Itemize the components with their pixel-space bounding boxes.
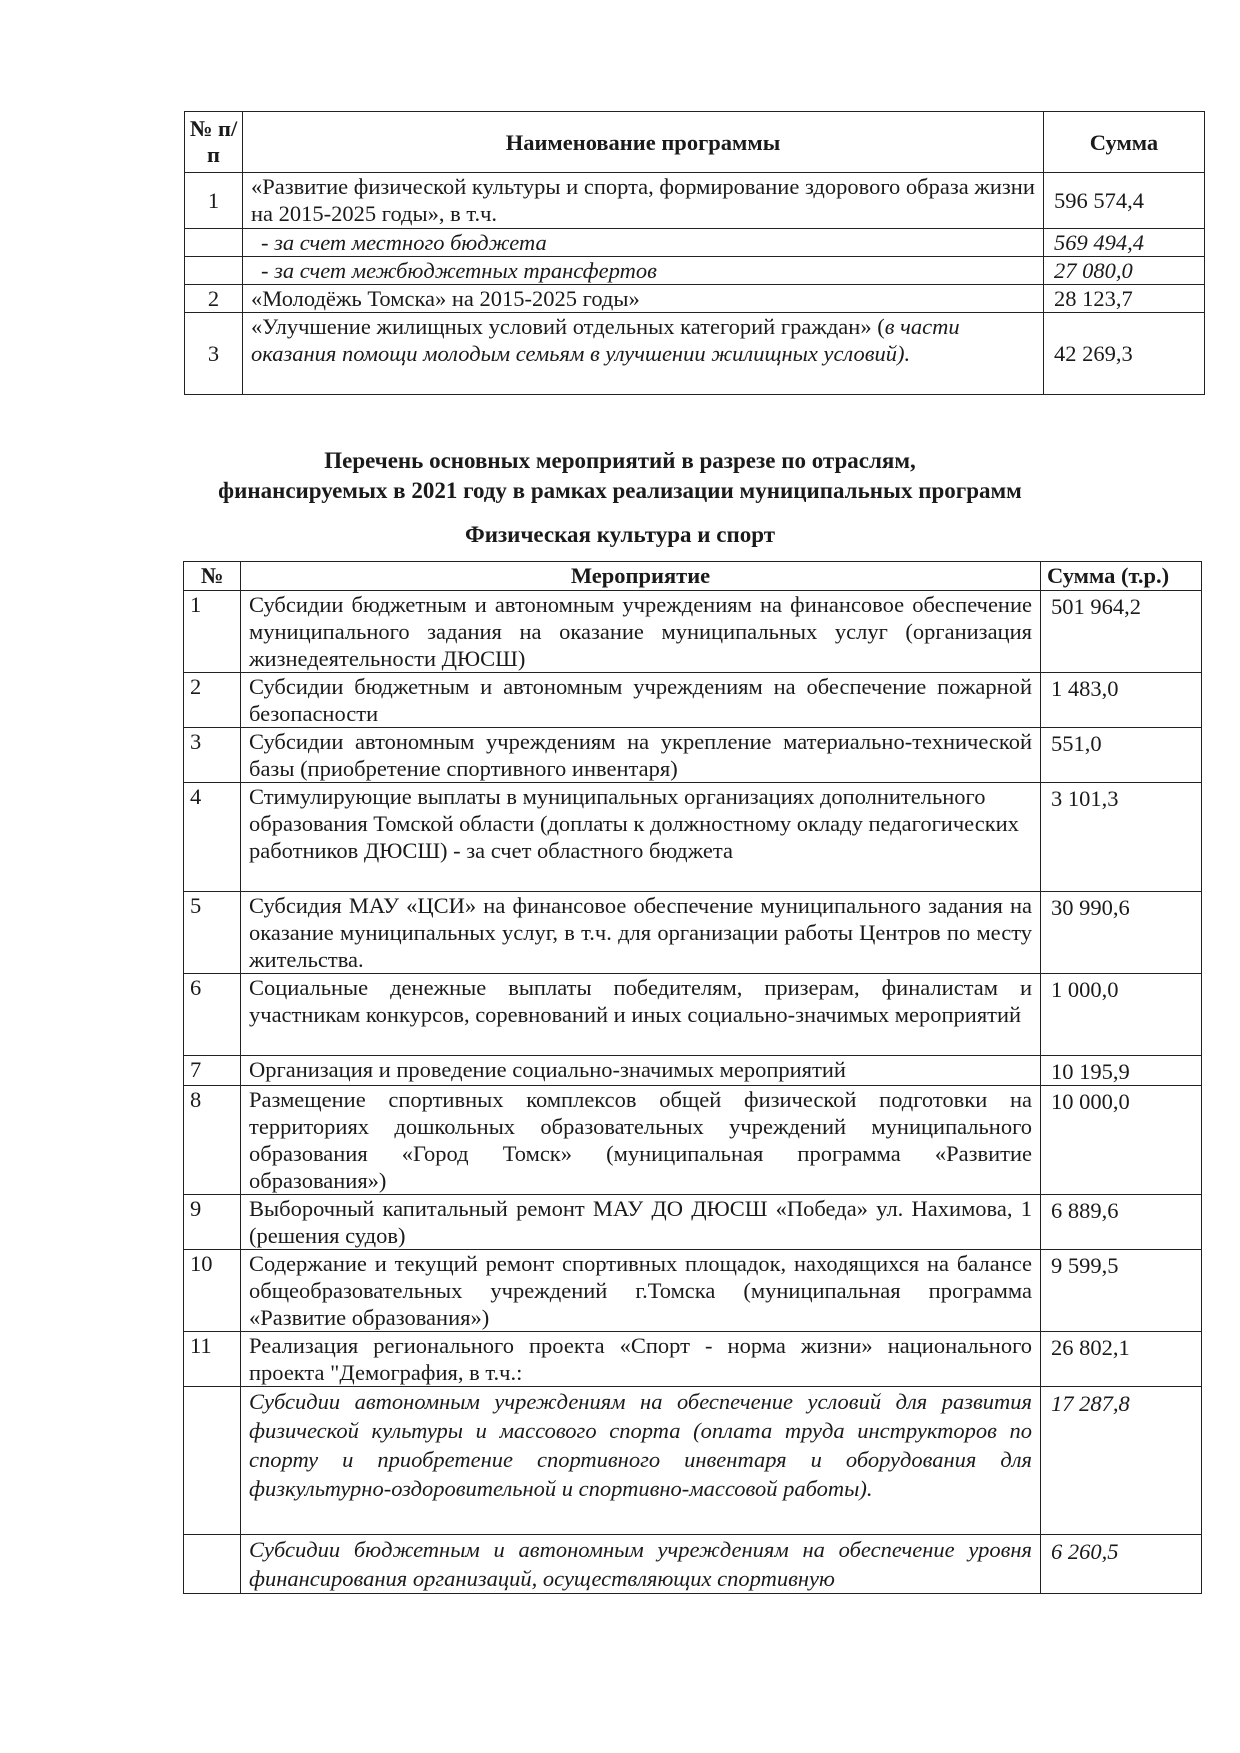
table-row bbox=[184, 783, 1202, 892]
event-sum: 30 990,6 bbox=[1041, 892, 1202, 974]
table-row-subitem bbox=[184, 1535, 1202, 1594]
row-number: 3 bbox=[185, 313, 243, 395]
header-number: № bbox=[184, 562, 241, 591]
header-program-name: Наименование программы bbox=[243, 112, 1044, 173]
heading-line-2: финансируемых в 2021 году в рамках реализации муниципальных программ bbox=[218, 478, 1022, 503]
table-row bbox=[184, 974, 1202, 1056]
program-name: - за счет межбюджетных трансфертов bbox=[243, 257, 1044, 285]
row-number bbox=[185, 257, 243, 285]
programs-table bbox=[184, 111, 1205, 395]
event-sum: 6 260,5 bbox=[1041, 1535, 1202, 1594]
event-description: Выборочный капитальный ремонт МАУ ДО ДЮСШ «Победа» ул. Нахимова, 1 (решения судов) bbox=[241, 1195, 1041, 1250]
row-number: 4 bbox=[184, 783, 241, 892]
event-description: Стимулирующие выплаты в муниципальных организациях дополнительного образования Томской области (доплаты к должностному окладу педагогических работников ДЮСШ) - за счет областного бюджета bbox=[241, 783, 1041, 892]
header-event: Мероприятие bbox=[241, 562, 1041, 591]
program-sum: 596 574,4 bbox=[1044, 173, 1205, 229]
table-row bbox=[185, 173, 1205, 229]
event-sum: 3 101,3 bbox=[1041, 783, 1202, 892]
table-row bbox=[185, 229, 1205, 257]
row-number: 10 bbox=[184, 1250, 241, 1332]
row-number: 8 bbox=[184, 1086, 241, 1195]
programs-header-row bbox=[185, 112, 1205, 173]
row-number: 1 bbox=[185, 173, 243, 229]
event-description: Размещение спортивных комплексов общей физической подготовки на территориях дошкольных образовательных учреждений муниципального образования «Город Томск» (муниципальная программа «Развитие образования») bbox=[241, 1086, 1041, 1195]
event-description: Субсидии автономным учреждениям на обеспечение условий для развития физической культуры и массового спорта (оплата труда инструкторов по спорту и приобретение спортивного инвентаря и оборудования для физкультурно-оздоровительной и спортивно-массовой работы). bbox=[241, 1387, 1041, 1535]
program-sum: 569 494,4 bbox=[1044, 229, 1205, 257]
event-sum: 10 000,0 bbox=[1041, 1086, 1202, 1195]
table-row bbox=[184, 1195, 1202, 1250]
event-sum: 1 483,0 bbox=[1041, 673, 1202, 728]
event-sum: 501 964,2 bbox=[1041, 591, 1202, 673]
row-number bbox=[185, 229, 243, 257]
event-description: Содержание и текущий ремонт спортивных площадок, находящихся на балансе общеобразовательных учреждений г.Томска (муниципальная программа «Развитие образования») bbox=[241, 1250, 1041, 1332]
table-row bbox=[185, 257, 1205, 285]
events-header-row bbox=[184, 562, 1202, 591]
header-sum: Сумма bbox=[1044, 112, 1205, 173]
table-row-subitem bbox=[184, 1387, 1202, 1535]
event-description: Социальные денежные выплаты победителям, призерам, финалистам и участникам конкурсов, соревнований и иных социально-значимых мероприятий bbox=[241, 974, 1041, 1056]
row-number: 1 bbox=[184, 591, 241, 673]
program-sum: 28 123,7 bbox=[1044, 285, 1205, 313]
program-name: «Молодёжь Томска» на 2015-2025 годы» bbox=[243, 285, 1044, 313]
subsection-heading: Физическая культура и спорт bbox=[464, 522, 776, 547]
events-table bbox=[183, 561, 1202, 1594]
row-number: 2 bbox=[184, 673, 241, 728]
table-row bbox=[184, 1250, 1202, 1332]
table-row bbox=[185, 313, 1205, 395]
program-sum: 42 269,3 bbox=[1044, 313, 1205, 395]
program-name: «Развитие физической культуры и спорта, формирование здорового образа жизни на 2015-2025 годы», в т.ч. bbox=[243, 173, 1044, 229]
table-row bbox=[184, 1086, 1202, 1195]
row-number: 11 bbox=[184, 1332, 241, 1387]
program-name bbox=[243, 313, 1044, 395]
event-description: Субсидии автономным учреждениям на укрепление материально-технической базы (приобретение спортивного инвентаря) bbox=[241, 728, 1041, 783]
row-number bbox=[184, 1535, 241, 1594]
program-name: - за счет местного бюджета bbox=[243, 229, 1044, 257]
event-description: Субсидии бюджетным и автономным учреждениям на финансовое обеспечение муниципального задания на оказание муниципальных услуг (организация жизнедеятельности ДЮСШ) bbox=[241, 591, 1041, 673]
event-sum: 6 889,6 bbox=[1041, 1195, 1202, 1250]
event-description: Субсидии бюджетным и автономным учреждениям на обеспечение уровня финансирования организаций, осуществляющих спортивную bbox=[241, 1535, 1041, 1594]
event-sum: 10 195,9 bbox=[1041, 1056, 1202, 1086]
table-row bbox=[184, 673, 1202, 728]
row-number: 3 bbox=[184, 728, 241, 783]
event-sum: 1 000,0 bbox=[1041, 974, 1202, 1056]
table-row bbox=[184, 591, 1202, 673]
event-sum: 17 287,8 bbox=[1041, 1387, 1202, 1535]
header-number: № п/п bbox=[185, 112, 243, 173]
table-row bbox=[185, 285, 1205, 313]
event-description: Субсидии бюджетным и автономным учреждениям на обеспечение пожарной безопасности bbox=[241, 673, 1041, 728]
table-row bbox=[184, 1056, 1202, 1086]
table-row bbox=[184, 892, 1202, 974]
section-heading bbox=[0, 446, 1240, 506]
row-number: 6 bbox=[184, 974, 241, 1056]
row-number: 9 bbox=[184, 1195, 241, 1250]
event-description: Организация и проведение социально-значимых мероприятий bbox=[241, 1056, 1041, 1086]
event-sum: 26 802,1 bbox=[1041, 1332, 1202, 1387]
event-sum: 9 599,5 bbox=[1041, 1250, 1202, 1332]
table-row bbox=[184, 728, 1202, 783]
table-row bbox=[184, 1332, 1202, 1387]
event-sum: 551,0 bbox=[1041, 728, 1202, 783]
row-number bbox=[184, 1387, 241, 1535]
row-number: 5 bbox=[184, 892, 241, 974]
row-number: 2 bbox=[185, 285, 243, 313]
header-sum: Сумма (т.р.) bbox=[1041, 562, 1202, 591]
event-description: Субсидия МАУ «ЦСИ» на финансовое обеспечение муниципального задания на оказание муниципальных услуг, в т.ч. для организации работы Центров по месту жительства. bbox=[241, 892, 1041, 974]
program-name-note: в части оказания помощи молодым семьям в улучшении жилищных условий). bbox=[251, 314, 960, 366]
event-description: Реализация регионального проекта «Спорт - норма жизни» национального проекта "Демография, в т.ч.: bbox=[241, 1332, 1041, 1387]
row-number: 7 bbox=[184, 1056, 241, 1086]
program-name-main: «Улучшение жилищных условий отдельных категорий граждан» ( bbox=[251, 314, 885, 339]
heading-line-1: Перечень основных мероприятий в разрезе по отраслям, bbox=[324, 448, 916, 473]
program-sum: 27 080,0 bbox=[1044, 257, 1205, 285]
